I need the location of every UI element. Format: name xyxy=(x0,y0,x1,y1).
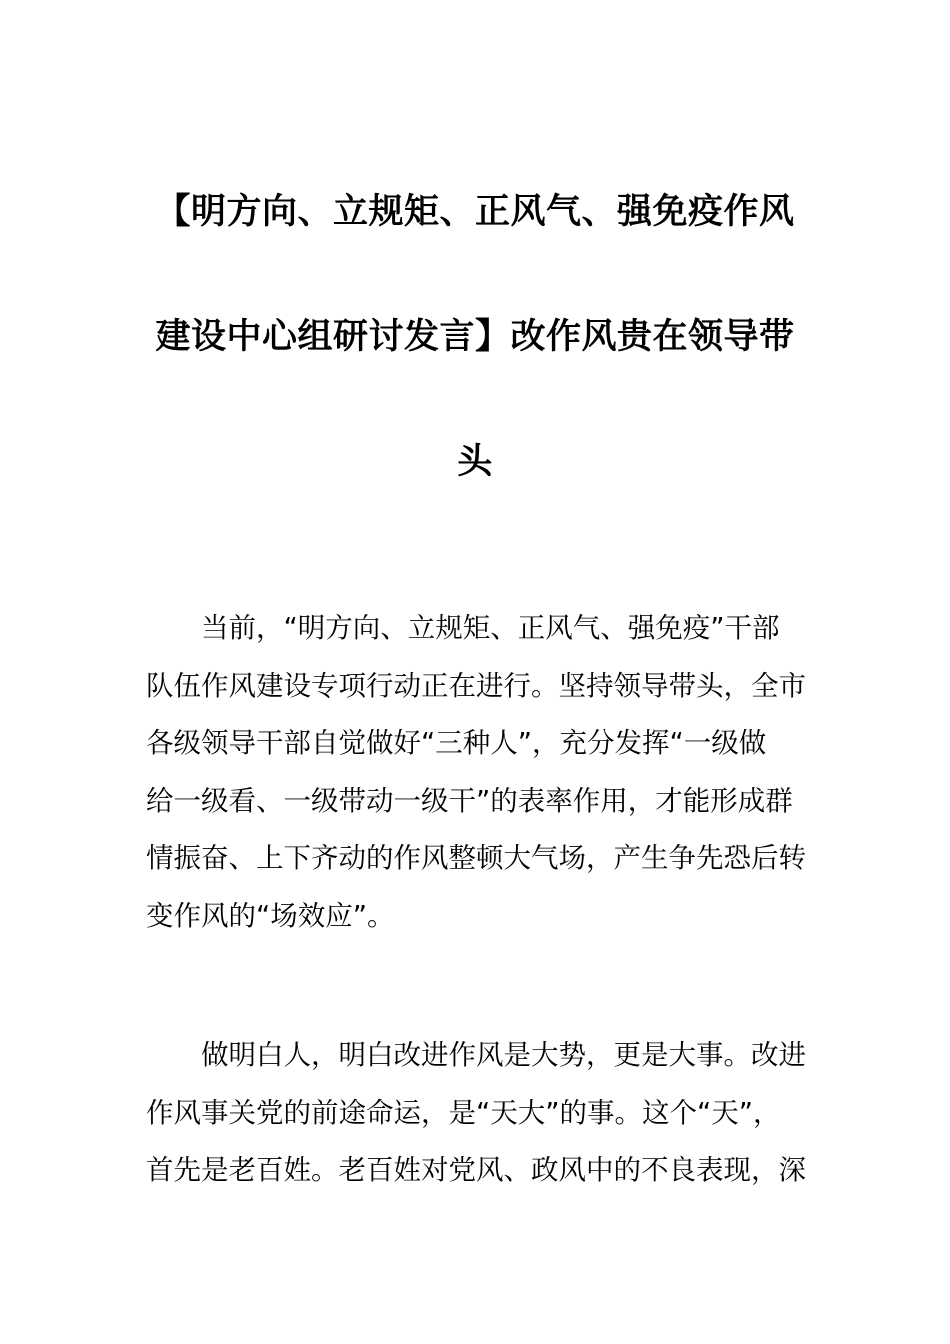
title-line: 建设中心组研讨发言】改作风贵在领导带 xyxy=(155,317,795,357)
body-paragraph xyxy=(146,600,832,945)
paragraph-line: 队伍作风建设专项行动正在进行。坚持领导带头，全市 xyxy=(146,669,806,702)
paragraph-line: 给一级看、一级带动一级干”的表率作用，才能形成群 xyxy=(146,784,793,817)
paragraph-line: 作风事关党的前途命运，是“天大”的事。这个“天”， xyxy=(146,1096,781,1129)
title-line: 【明方向、立规矩、正风气、强免疫作风 xyxy=(155,192,795,232)
paragraph-line: 情振奋、上下齐动的作风整顿大气场，产生争先恐后转 xyxy=(146,842,806,874)
document-title xyxy=(140,150,810,525)
paragraph-line: 做明白人，明白改进作风是大势，更是大事。改进 xyxy=(201,1039,806,1071)
body-paragraph xyxy=(146,1027,832,1200)
title-line: 头 xyxy=(457,442,493,482)
paragraph-line: 首先是老百姓。老百姓对党风、政风中的不良表现，深 xyxy=(146,1154,806,1186)
paragraph-line: 各级领导干部自觉做好“三种人”，充分发挥“一级做 xyxy=(146,727,767,759)
paragraph-line: 变作风的“场效应”。 xyxy=(146,899,395,932)
paragraph-line: 当前，“明方向、立规矩、正风气、强免疫”干部 xyxy=(201,612,780,644)
